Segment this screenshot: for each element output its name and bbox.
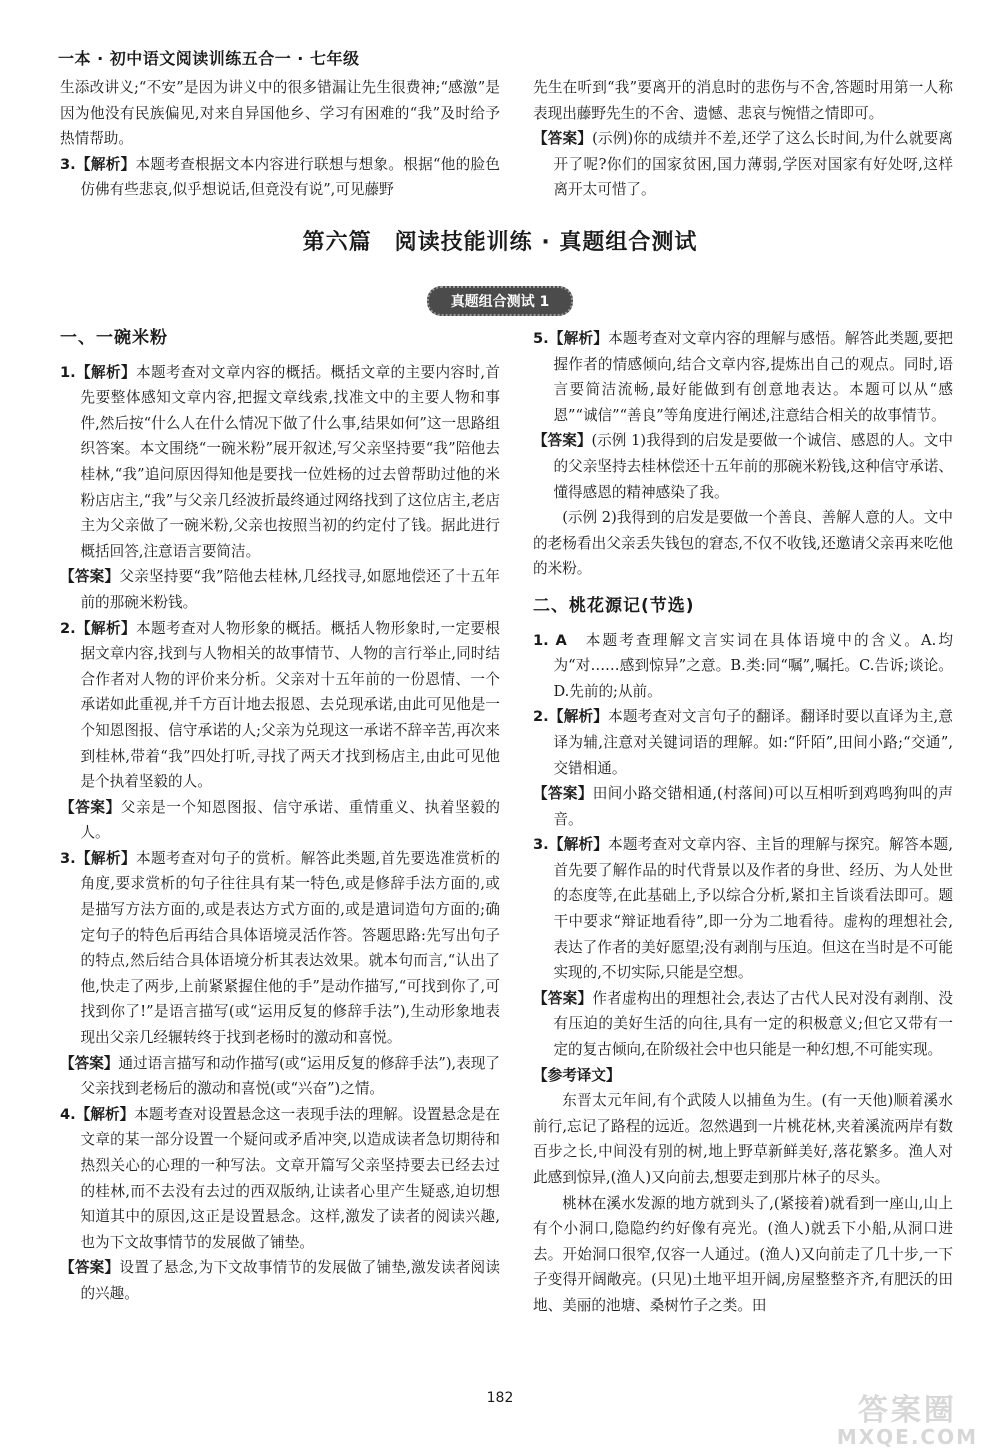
question-1-choice: 1. A 本题考查理解文言实词在具体语境中的含义。A.均为“对……感到惊异”之意。B.类:同“嘱”,嘱托。C.告诉;谈论。D.先前的;从前。 [533, 631, 953, 700]
question-5-answer-example-2: (示例 2)我得到的启发是要做一个善良、善解人意的人。文中的老杨看出父亲丢失钱包的窘态,不仅不收钱,还邀请父亲再来吃他的米粉。 [533, 509, 953, 578]
reference-translation-label: 【参考译文】 [533, 1066, 621, 1084]
question-3-answer: 【答案】作者虚构出的理想社会,表达了古代人民对没有剥削、没有压迫的美好生活的向往,具有一定的积极意义;但它又带有一定的复古倾向,在阶级社会中也只能是一种幻想,不可能实现。 [533, 989, 953, 1059]
article-title-1: 一、一碗米粉 [60, 328, 168, 348]
top-right-column [533, 75, 953, 203]
answer: 【答案】(示例)你的成绩并不差,还学了这么长时间,为什么就要离开了呢?你们的国家贫困,国力薄弱,学医对国家有好处呀,这样离开太可惜了。 [533, 130, 953, 199]
paragraph: 生添改讲义;“不安”是因为讲义中的很多错漏让先生很费神;“感激”是因为他没有民族偏见,对来自异国他乡、学习有困难的“我”及时给予热情帮助。 [60, 79, 500, 148]
question-1-answer: 【答案】父亲坚持要“我”陪他去桂林,几经找寻,如愿地偿还了十五年前的那碗米粉钱。 [60, 568, 500, 611]
reference-translation-paragraph: 桃林在溪水发源的地方就到头了,(紧接着)就看到一座山,山上有个小洞口,隐隐约约好像有亮光。(渔人)就丢下小船,从洞口进去。开始洞口很窄,仅容一人通过。(渔人)又向前走了几十步,一下子变得开阔敞亮。(只见)土地平坦开阔,房屋整整齐齐,有肥沃的田地、美丽的池塘、桑树竹子之类。田 [533, 1194, 953, 1314]
question-3-analysis: 3.【解析】本题考查根据文本内容进行联想与想象。根据“他的脸色仿佛有些悲哀,似乎想说话,但竟没有说”,可见藤野 [60, 155, 500, 199]
section-title: 第六篇 阅读技能训练 · 真题组合测试 [302, 230, 698, 255]
running-header: 一本 · 初中语文阅读训练五合一 · 七年级 [58, 49, 360, 68]
question-2-answer: 【答案】田间小路交错相通,(村落间)可以互相听到鸡鸣狗叫的声音。 [533, 785, 953, 828]
test-badge: 真题组合测试 1 [427, 286, 574, 316]
question-4-analysis: 4.【解析】本题考查对设置悬念这一表现手法的理解。设置悬念是在文章的某一部分设置一个疑问或矛盾冲突,以造成读者急切期待和热烈关心的心理的一种写法。文章开篇写父亲坚持要去已经去过的桂林,而不去没有去过的西双版纳,让读者心里产生疑惑,迫切想知道其中的原因,这正是设置悬念。这样,激发了读者的阅读兴趣,也为下文故事情节的发展做了铺垫。 [60, 1105, 500, 1251]
question-2-analysis: 2.【解析】本题考查对人物形象的概括。概括人物形象时,一定要根据文章内容,找到与人物相关的故事情节、人物的言行举止,同时结合作者对人物的评价来分析。父亲对十五年前的一份恩情、一个承诺如此重视,并千方百计地去报恩、去兑现承诺,由此可见他是一个知恩图报、信守承诺的人;父亲为兑现这一承诺不辞辛苦,再次来到桂林,带着“我”四处打听,寻找了两天才找到杨店主,由此可见他是个执着坚毅的人。 [60, 619, 500, 791]
question-5-analysis: 5.【解析】本题考查对文章内容的理解与感悟。解答此类题,要把握作者的情感倾向,结合文章内容,提炼出自己的观点。同时,语言要简洁流畅,最好能做到有创意地表达。本题可以从“感恩”“诚信”“善良”等角度进行阐述,注意结合相关的故事情节。 [533, 330, 953, 424]
paragraph: 先生在听到“我”要离开的消息时的悲伤与不舍,答题时用第一人称表现出藤野先生的不舍、遗憾、悲哀与惋惜之情即可。 [533, 79, 953, 122]
reference-translation-paragraph: 东晋太元年间,有个武陵人以捕鱼为生。(有一天他)顺着溪水前行,忘记了路程的远近。忽然遇到一片桃花林,夹着溪流两岸有数百步之长,中间没有别的树,地上野草新鲜美好,落花繁多。渔人对此感到惊异,(渔人)又向前去,想要走到那片林子的尽头。 [533, 1092, 953, 1186]
question-4-answer: 【答案】设置了悬念,为下文故事情节的发展做了铺垫,激发读者阅读的兴趣。 [60, 1259, 500, 1302]
watermark-logo: 答案圈 MXQE.COM [836, 1393, 978, 1449]
question-1-analysis: 1.【解析】本题考查对文章内容的概括。概括文章的主要内容时,首先要整体感知文章内容,把握文章线索,找准文中的主要人物和事件,然后按“什么人在什么情况下做了什么事,结果如何”这一思路组织答案。本文围绕“一碗米粉”展开叙述,写父亲坚持要“我”陪他去桂林,“我”追问原因得知他是要找一位姓杨的过去曾帮助过他的米粉店店主,“我”与父亲几经波折最终通过网络找到了这位店主,老店主为父亲做了一碗米粉,父亲也按照当初的约定付了钱。据此进行概括回答,注意语言要简洁。 [60, 363, 500, 560]
question-3-answer: 【答案】通过语言描写和动作描写(或“运用反复的修辞手法”),表现了父亲找到老杨后的激动和喜悦(或“兴奋”)之情。 [60, 1054, 500, 1098]
right-column [533, 326, 953, 1319]
question-5-answer: 【答案】(示例 1)我得到的启发是要做一个诚信、感恩的人。文中的父亲坚持去桂林偿还十五年前的那碗米粉钱,这种信守承诺、懂得感恩的精神感染了我。 [533, 432, 953, 501]
article-title-2: 二、桃花源记(节选) [533, 595, 695, 616]
question-3-analysis: 3.【解析】本题考查对句子的赏析。解答此类题,首先要选准赏析的角度,要求赏析的句子往往具有某一特色,或是修辞手法方面的,或是描写方法方面的,或是表达方式方面的,或是遣词造句方面的;确定句子的特色后再结合具体语境灵活作答。答题思路:先写出句子的特点,然后结合具体语境分析其表达效果。就本句而言,“认出了他,快走了两步,上前紧紧握住他的手”是动作描写,“可找到你了,可找到你了!”是语言描写(或“运用反复的修辞手法”),生动形象地表现出父亲几经辗转终于找到老杨时的激动和喜悦。 [60, 849, 500, 1047]
question-2-answer: 【答案】父亲是一个知恩图报、信守承诺、重情重义、执着坚毅的人。 [60, 798, 500, 842]
badge-wrapper [0, 286, 1000, 316]
page-number: 182 [486, 1390, 514, 1406]
top-left-column [60, 75, 500, 203]
question-2-analysis: 2.【解析】本题考查对文言句子的翻译。翻译时要以直译为主,意译为辅,注意对关键词语的理解。如:“阡陌”,田间小路;“交通”,交错相通。 [533, 708, 953, 777]
left-column [60, 326, 500, 1307]
question-3-analysis: 3.【解析】本题考查对文章内容、主旨的理解与探究。解答本题,首先要了解作品的时代背景以及作者的身世、经历、为人处世的态度等,在此基础上,予以综合分析,紧扣主旨谈看法即可。题干中要求“辩证地看待”,即一分为二地看待。虚构的理想社会,表达了作者的美好愿望;没有剥削与压迫。但这在当时是不可能实现的,不切实际,只能是空想。 [533, 836, 953, 982]
